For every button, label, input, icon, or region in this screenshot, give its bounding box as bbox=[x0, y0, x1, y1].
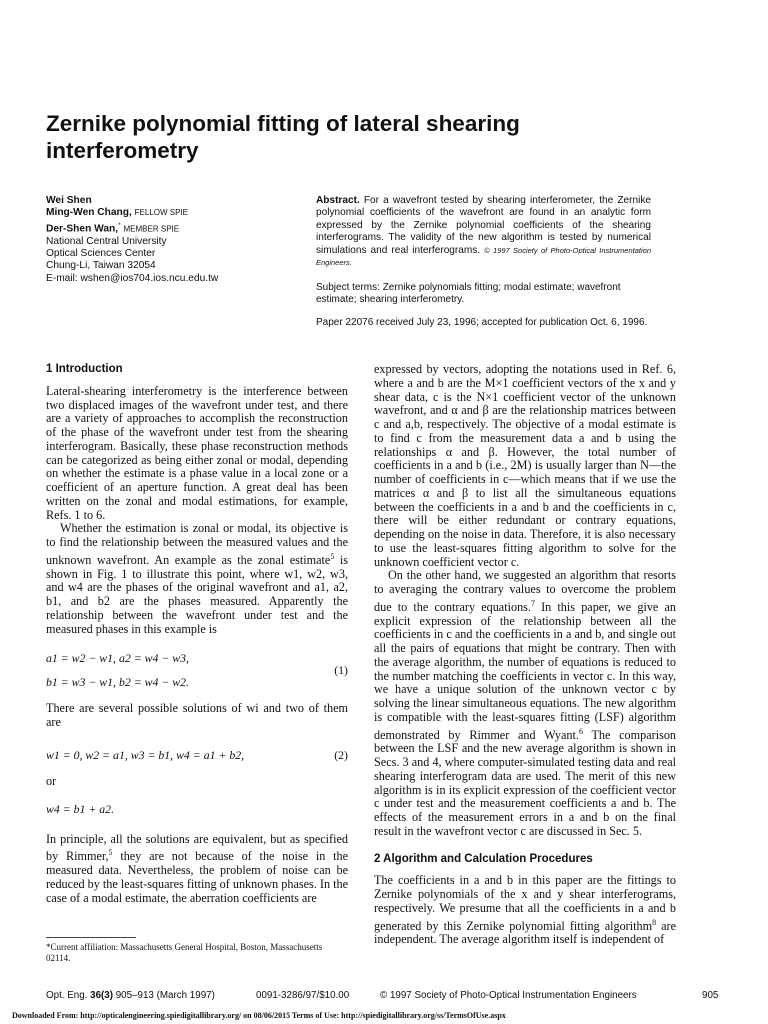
paper-title: Zernike polynomial fitting of lateral shearing interferometry bbox=[46, 111, 520, 163]
paper-received-info: Paper 22076 received July 23, 1996; accepted for publication Oct. 6, 1996. bbox=[316, 317, 648, 328]
footnote-rule bbox=[46, 937, 136, 938]
author-name: Ming-Wen Chang, bbox=[46, 207, 132, 219]
abstract-body: For a wavefront tested by shearing interferometer, the Zernike polynomial coefficients of the wavefront are found in an analytic form expressed by the Zernike polynomial coefficients of the shearing interferograms. The validity of the new algorithm is tested by numerical simulations and real interferograms. bbox=[316, 195, 651, 256]
paragraph: On the other hand, we suggested an algorithm that resorts to averaging the contrary values to overcome the problem due to the contrary equations.$^7$ In this paper, we give an explicit expression of the relationship between all the coefficients in c and the coefficients in a and b, and single out all the pairs of equations that might be contrary. Then with the average algorithm, the number of equations is reduced to the number matching the coefficients in vector c. In this way, we have a unique solution of the unknown vector c by solving the linear simultaneous equations. The new algorithm is compatible with the least-squares fitting (LSF) algorithm demonstrated by Rimmer and Wyant.$^6$ The comparison between the LSF and the new average algorithm is shown in Secs. 3 and 4, where computer-simulated testing data and real shearing interferogram data are used. The merit of this new algorithm is in its explicit expression of the coefficient vector c under test and the measurement coefficients a and b. The effects of the measurement errors in a and b on the final result in the wavefront vector c are discussed in Sec. 5. bbox=[374, 568, 677, 838]
affiliation-line: National Central University bbox=[46, 235, 167, 247]
equation-number: (2) bbox=[334, 748, 348, 763]
section-heading: 1 Introduction bbox=[46, 363, 123, 375]
paragraph: or bbox=[46, 774, 57, 789]
left-column bbox=[46, 363, 348, 905]
article-code: 0091-3286/97/$10.00 bbox=[256, 990, 350, 1001]
subject-terms: Subject terms: Zernike polynomials fitting; modal estimate; wavefront estimate; shearing interferometry. bbox=[316, 282, 621, 306]
download-notice: Downloaded From: http://opticalengineering.spiedigitallibrary.org/ on 08/06/2015 Terms of Use: http://spiedigitallibrary.org/ss/TermsOfUse.aspx bbox=[12, 1011, 506, 1020]
page-number: 905 bbox=[702, 990, 719, 1001]
author-block bbox=[46, 195, 311, 285]
author-role: MEMBER SPIE bbox=[123, 224, 180, 234]
abstract bbox=[316, 195, 651, 269]
right-column bbox=[374, 363, 676, 947]
equation-number: (1) bbox=[334, 663, 348, 678]
journal-citation: Opt. Eng. 36(3) 905–913 (March 1997) bbox=[46, 990, 215, 1001]
affiliation-line: Optical Sciences Center bbox=[46, 248, 156, 260]
equation-1: a1 = w2 − w1, a2 = w4 − w3, b1 = w3 − w1, b2 = w4 − w2. (1) bbox=[46, 651, 348, 690]
footnote-mark: * bbox=[118, 221, 121, 229]
society-copyright: © 1997 Society of Photo-Optical Instrumentation Engineers bbox=[380, 990, 637, 1001]
equation-3: w4 = b1 + a2. bbox=[46, 801, 115, 816]
paragraph: There are several possible solutions of wi and two of them are bbox=[46, 700, 348, 729]
author-name: Der-Shen Wan, bbox=[46, 223, 119, 235]
author-name: Wei Shen bbox=[46, 195, 92, 206]
equation-2: w1 = 0, w2 = a1, w3 = b1, w4 = a1 + b2, (2) bbox=[46, 748, 348, 763]
author-email: E-mail: wshen@ios704.ios.ncu.edu.tw bbox=[46, 272, 219, 284]
paragraph: expressed by vectors, adopting the notations used in Ref. 6, where a and b are the M×1 coefficient vectors of the x and y shear data, c is the N×1 coefficient vector of the unknown wavefront, and α and β are the relationship matrices between c and a,b, respectively. The objective of a modal estimate is to find c from the measurement data a and b using the relationships α and β. However, the total number of coefficients in a and b (i.e., 2M) is usually larger than N—the number of coefficients in c—which means that if we use the matrices α and β to list all the simultaneous equations between the coefficients in a and b and the coefficients in c, there will be either redundant or contrary equations, depending on the noise in data. Therefore, it is also necessary to use the least-squares fitting algorithm to solve for the unknown coefficient vector c. bbox=[374, 362, 676, 569]
paragraph: Lateral-shearing interferometry is the interference between two displaced images of the wavefront under test, and there are a variety of approaches to accomplish the reconstruction of the phase of the wavefront under test from the shearing interferogram. Basically, these phase reconstruction methods can be categorized as being either zonal or modal, depending on whether the estimate is a phase value in a local zone or a coefficient of an aperture function. A great deal has been written on the zonal and modal estimations, for example, Refs. 1 to 6. bbox=[46, 383, 348, 522]
affiliation-line: Chung-Li, Taiwan 32054 bbox=[46, 260, 156, 272]
section-heading: 2 Algorithm and Calculation Procedures bbox=[374, 852, 593, 865]
author-role: FELLOW SPIE bbox=[134, 208, 189, 218]
footnote: *Current affiliation: Massachusetts General Hospital, Boston, Massachusetts 02114. bbox=[46, 942, 323, 963]
abstract-label: Abstract. bbox=[316, 195, 360, 206]
paragraph: The coefficients in a and b in this paper are the fittings to Zernike polynomials of the x and y shear interferograms, respectively. We presume that all the coefficients in a and b generated by this Zernike polynomial fitting algorithm$^8$ are independent. The average algorithm itself is independent of bbox=[374, 873, 677, 947]
paragraph: In principle, all the solutions are equivalent, but as specified by Rimmer,$^5$ they are not because of the noise in the measured data. Nevertheless, the problem of noise can be reduced by the least-squares fitting of unknown phases. In the case of a modal estimate, the aberration coefficients are bbox=[46, 831, 349, 905]
abstract-copyright: © 1997 Society of Photo-Optical Instrumentation Engineers. bbox=[316, 245, 651, 268]
paragraph: Whether the estimation is zonal or modal, its objective is to find the relationship between the measured values and the unknown wavefront. An example as the zonal estimate$^5$ is shown in Fig. 1 to illustrate this point, where w1, w2, w3, and w4 are the phases of the original wavefront and a1, a2, b1, and b2 are the phases measured. Apparently the relationship between the wavefront under test and the measured phases in this example is bbox=[46, 521, 349, 636]
